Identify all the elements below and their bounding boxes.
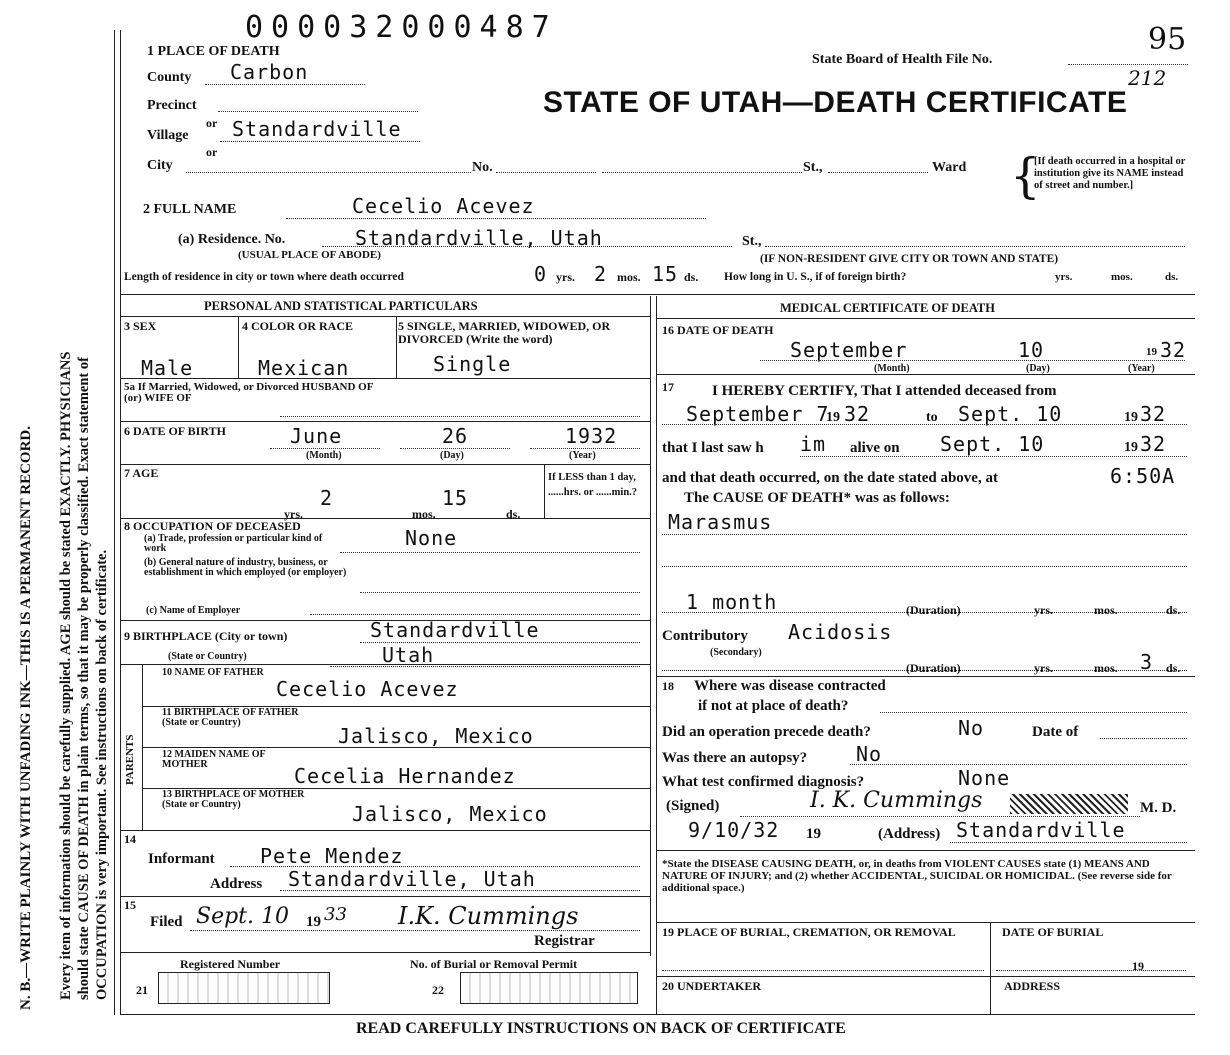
registered-number-box — [158, 972, 330, 1004]
registrar-label: Registrar — [534, 933, 595, 949]
physician-signature: I. K. Cummings — [810, 788, 983, 813]
signature-scribble — [1010, 794, 1128, 814]
death-time-label: and that death occurred, on the date stated above, at — [662, 470, 998, 486]
cause-value: Marasmus — [668, 510, 773, 534]
autopsy-label: Was there an autopsy? — [662, 750, 808, 766]
marital-value: Single — [433, 352, 512, 376]
board-label: State Board of Health File No. — [812, 52, 993, 67]
parents-label: PARENTS — [124, 734, 136, 785]
occupation-label: 8 OCCUPATION OF DECEASED — [124, 519, 301, 533]
father-label: 10 NAME OF FATHER — [162, 667, 264, 678]
burial-permit-box — [460, 972, 638, 1004]
filed-year: 33 — [324, 904, 347, 925]
us-residence-label: How long in U. S., if of foreign birth? — [724, 271, 907, 283]
dob-year: 1932 — [565, 424, 618, 448]
father-birthplace: Jalisco, Mexico — [338, 724, 534, 748]
cause-duration: 1 month — [686, 590, 778, 614]
precinct-label: Precinct — [147, 98, 197, 113]
filed-date: Sept. 10 — [196, 904, 289, 929]
signature-date: 9/10/32 — [688, 818, 780, 842]
father-name: Cecelio Acevez — [276, 677, 459, 701]
birthplace-label: 9 BIRTHPLACE (City or town) — [124, 629, 288, 643]
corner-number: 95 — [1148, 22, 1187, 57]
mother-name: Cecelia Hernandez — [294, 764, 516, 788]
cause-footnote: *State the DISEASE CAUSING DEATH, or, in deaths from VIOLENT CAUSES state (1) MEANS AND NATURE OF INJURY; and (2) whether ACCIDENTAL, SUICIDAL OR HOMICIDAL. (See reverse side for additional space.) — [662, 858, 1172, 894]
village-label: Village — [147, 128, 189, 143]
residence-value: Standardville, Utah — [355, 226, 603, 250]
less-than-day: If LESS than 1 day, ......hrs. or ......min.? — [548, 472, 638, 498]
physician-address: Standardville — [956, 818, 1126, 842]
age-months: 2 — [320, 486, 334, 510]
page-title: STATE OF UTAH—DEATH CERTIFICATE — [543, 86, 1128, 119]
county-label: County — [147, 70, 192, 85]
test-value: None — [958, 766, 1011, 790]
mother-birthplace: Jalisco, Mexico — [352, 802, 548, 826]
personal-header: PERSONAL AND STATISTICAL PARTICULARS — [204, 299, 478, 313]
marital-label: 5 SINGLE, MARRIED, WIDOWED, OR DIVORCED (Write the word) — [398, 319, 611, 346]
residence-label: (a) Residence. No. — [178, 232, 286, 247]
contributory-days: 3 — [1140, 650, 1154, 674]
dob-day: 26 — [442, 424, 469, 448]
attended-from: September 7 — [686, 402, 830, 426]
undertaker-label: 20 UNDERTAKER — [662, 979, 762, 993]
last-saw-date: Sept. 10 — [940, 432, 1045, 456]
informant-address: Standardville, Utah — [288, 867, 536, 891]
serial-number: 000032000487 — [245, 10, 558, 45]
mother-birthplace-label: 13 BIRTHPLACE OF MOTHER (State or Country) — [162, 789, 305, 810]
death-time: 6:50A — [1110, 464, 1176, 488]
color-value: Mexican — [258, 356, 350, 380]
footer-instructions: READ CAREFULLY INSTRUCTIONS ON BACK OF CERTIFICATE — [356, 1020, 846, 1037]
hospital-note: [If death occurred in a hospital or institution give its NAME instead of street and number.] — [1034, 156, 1186, 191]
burial-permit-label: No. of Burial or Removal Permit — [410, 957, 578, 971]
occupation-value: None — [405, 526, 458, 550]
sex-value: Male — [141, 356, 194, 380]
autopsy-value: No — [856, 742, 883, 766]
instructions-line-2: should state CAUSE OF DEATH in plain terms, so that it may be properly classified. Exact statement of — [76, 357, 92, 1000]
medical-header: MEDICAL CERTIFICATE OF DEATH — [780, 301, 995, 315]
death-day: 10 — [1018, 338, 1045, 362]
last-saw-label: that I last saw h — [662, 440, 764, 456]
instructions-line-1: Every item of information should be carefully supplied. AGE should be stated EXACTLY. PHYSICIANS — [58, 351, 74, 1000]
informant-label: Informant — [148, 851, 215, 867]
burial-place-label: 19 PLACE OF BURIAL, CREMATION, OR REMOVAL — [662, 925, 956, 939]
disease-contracted-label: Where was disease contracted — [694, 678, 886, 694]
age-label: 7 AGE — [124, 466, 159, 480]
cause-label: The CAUSE OF DEATH* was as follows: — [684, 490, 950, 506]
birthplace-city: Standardville — [370, 618, 540, 642]
contributory-value: Acidosis — [788, 620, 893, 644]
operation-label: Did an operation precede death? — [662, 724, 871, 740]
filed-label: Filed — [150, 914, 183, 930]
informant-name: Pete Mendez — [260, 844, 404, 868]
husband-wife-label: 5a If Married, Widowed, or Divorced HUSBAND OF (or) WIFE OF — [124, 381, 374, 404]
permanent-record-warning: N. B.—WRITE PLAINLY WITH UNFADING INK—THIS IS A PERMANENT RECORD. — [18, 426, 34, 1010]
registered-number-label: Registered Number — [180, 957, 281, 971]
father-birthplace-label: 11 BIRTHPLACE OF FATHER (State or Country) — [162, 707, 299, 728]
village-value: Standardville — [232, 117, 402, 141]
mother-label: 12 MAIDEN NAME OF MOTHER — [162, 749, 266, 770]
burial-date-label: DATE OF BURIAL — [1002, 925, 1104, 939]
death-year: 32 — [1160, 338, 1187, 362]
contributory-label: Contributory — [662, 628, 748, 644]
color-label: 4 COLOR OR RACE — [242, 319, 354, 333]
sex-label: 3 SEX — [124, 319, 157, 333]
instructions-line-3: OCCUPATION is very important. See instructions on back of certificate. — [94, 549, 110, 1000]
age-days: 15 — [442, 486, 469, 510]
operation-value: No — [958, 716, 985, 740]
date-of-death-label: 16 DATE OF DEATH — [662, 323, 774, 337]
dob-month: June — [290, 424, 343, 448]
full-name-label: 2 FULL NAME — [143, 202, 237, 217]
registrar-signature: I.K. Cummings — [398, 902, 579, 930]
place-of-death-label: 1 PLACE OF DEATH — [147, 44, 280, 59]
death-month: September — [790, 338, 908, 362]
county-value: Carbon — [230, 60, 309, 84]
birthplace-state: Utah — [382, 643, 435, 667]
certify-text: I HEREBY CERTIFY, That I attended deceased from — [712, 383, 1057, 399]
undertaker-address-label: ADDRESS — [1004, 979, 1061, 993]
attended-to: Sept. 10 — [958, 402, 1063, 426]
test-label: What test confirmed diagnosis? — [662, 774, 865, 790]
length-of-residence-label: Length of residence in city or town where death occurred — [124, 271, 404, 283]
dob-label: 6 DATE OF BIRTH — [124, 424, 226, 438]
file-number: 212 — [1128, 66, 1167, 90]
city-label: City — [147, 158, 173, 173]
informant-address-label: Address — [210, 876, 263, 892]
full-name-value: Cecelio Acevez — [352, 194, 535, 218]
